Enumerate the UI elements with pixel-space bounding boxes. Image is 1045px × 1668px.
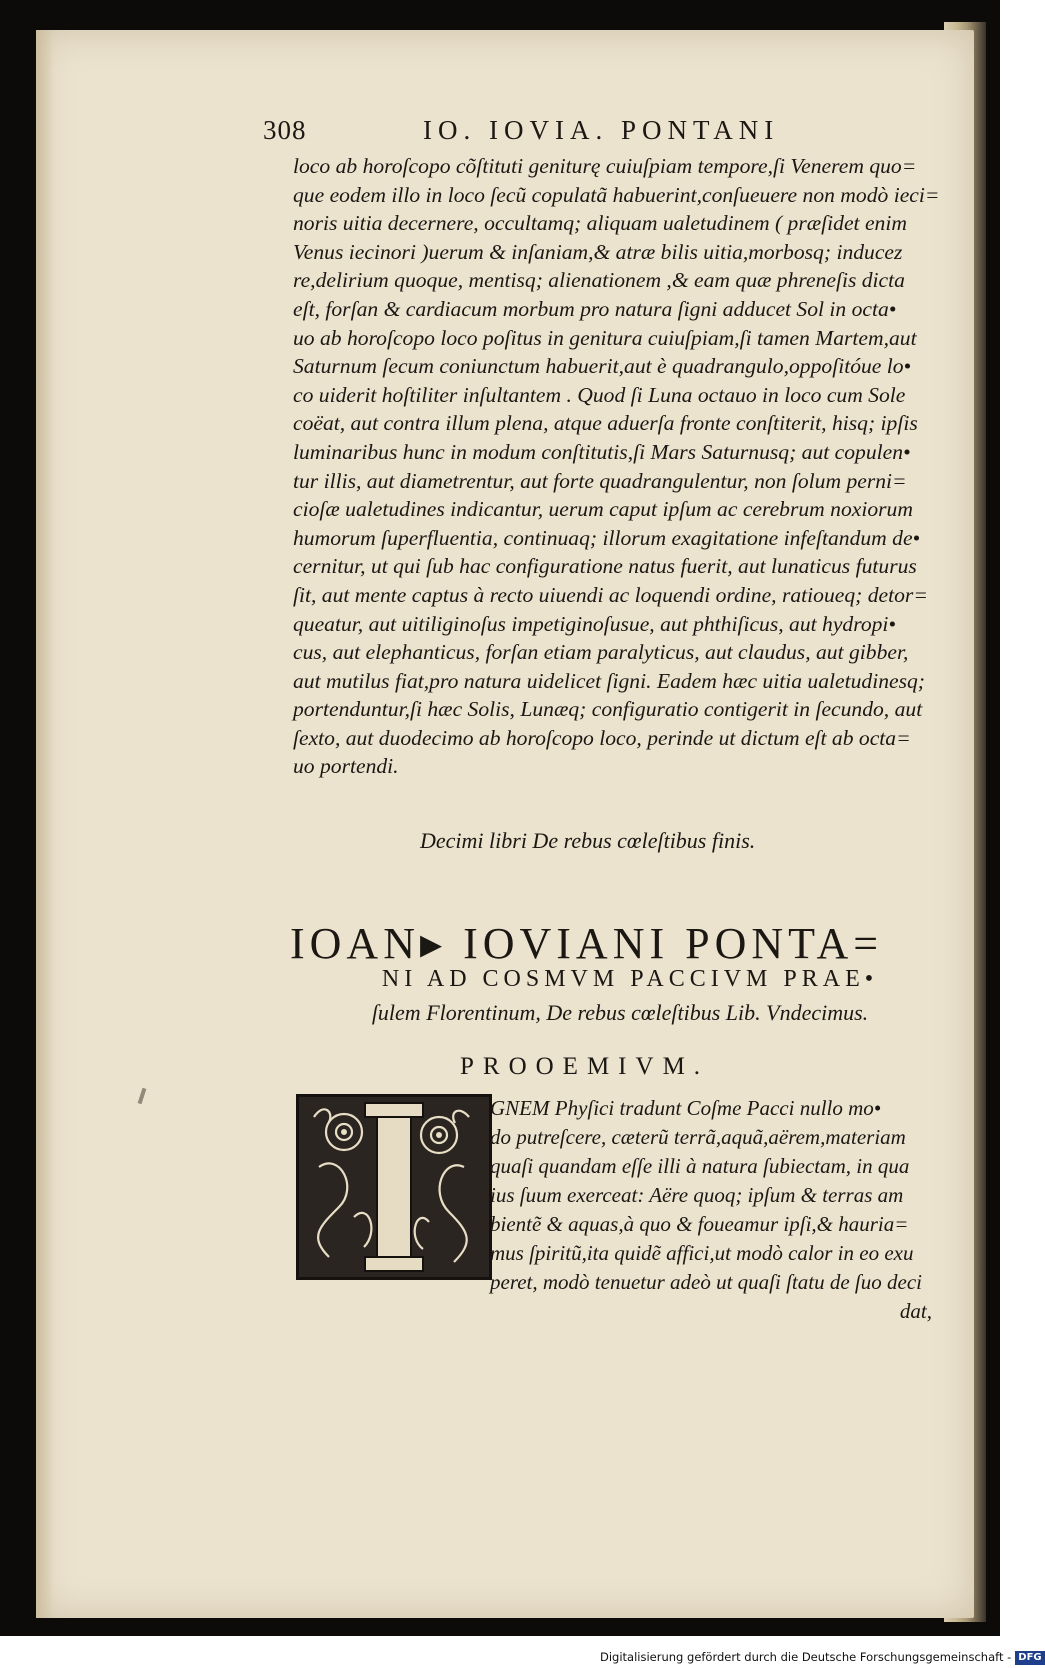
text-line: do putreſcere, cæterũ terrã,aquã,aërem,materiam bbox=[490, 1125, 906, 1149]
text-line: aut mutilus fiat,pro natura uidelicet ſigni. Eadem hæc uitia ualetudinesq; bbox=[293, 668, 925, 693]
text-line: coëat, aut contra illum plena, atque aduerſa fronte conſtiterit, hisq; ipſis bbox=[293, 411, 918, 436]
text-line: uo portendi. bbox=[293, 754, 399, 779]
text-line: humorum ſuperfluentia, continuaq; illorum exagitatione infeſtandum de• bbox=[293, 525, 921, 550]
catchword: dat, bbox=[899, 1299, 932, 1323]
decorated-initial-i-icon bbox=[296, 1094, 492, 1280]
text-line: cernitur, ut qui ſub hac configuratione natus fuerit, aut lunaticus futurus bbox=[293, 554, 917, 579]
page-header bbox=[263, 115, 843, 155]
text-line: co uiderit hoſtiliter inſultantem . Quod ſi Luna octauo in loco cum Sole bbox=[293, 382, 906, 407]
text-line: ſexto, aut duodecimo ab horoſcopo loco, perinde ut dictum eſt ab octa= bbox=[293, 725, 911, 750]
text-line: Saturnum ſecum coniunctum habuerit,aut è quadrangulo,oppoſitóue lo• bbox=[293, 354, 912, 379]
footer-credit bbox=[600, 1650, 1042, 1668]
text-line: mus ſpiritũ,ita quidẽ affici,ut modò calor in eo exu bbox=[490, 1241, 914, 1265]
running-head: IO. IOVIA. PONTANI bbox=[423, 115, 780, 145]
text-line: ſit, aut mente captus à recto uiuendi ac loquendi ordine, ratioueq; detor= bbox=[293, 582, 928, 607]
page-fold-shadow bbox=[36, 30, 54, 1618]
text-line: portenduntur,ſi hæc Solis, Lunæq; configuratio contigerit in ſecundo, aut bbox=[293, 697, 923, 722]
text-line: noris uitia decernere, occultamq; aliquam ualetudinem ( præſidet enim bbox=[293, 211, 907, 236]
book-end-line: Decimi libri De rebus cœleſtibus finis. bbox=[420, 828, 756, 853]
text-line: que eodem illo in loco ſecũ copulatã habuerint,conſueuere non modò ieci= bbox=[293, 182, 940, 207]
text-line: uo ab horoſcopo loco poſitus in genitura cuiuſpiam,ſi tamen Martem,aut bbox=[293, 325, 917, 350]
text-line: quaſi quandam eſſe illi à natura ſubiectam, in qua bbox=[490, 1154, 910, 1178]
text-line: tur illis, aut diametrentur, aut forte quadrangulentur, non ſolum perni= bbox=[293, 468, 907, 493]
text-line: peret, modò tenuetur adeò ut quaſi ſtatu de ſuo deci bbox=[490, 1270, 922, 1294]
body-text bbox=[293, 152, 941, 781]
text-line: queatur, aut uitiliginoſus impetiginoſusue, aut phthiſicus, aut hydropi• bbox=[293, 611, 896, 636]
text-line: loco ab horoſcopo cõſtituti geniturę cuiuſpiam tempore,ſi Venerem quo= bbox=[293, 154, 917, 178]
footer-text: Digitalisierung gefördert durch die Deutsche Forschungsgemeinschaft - bbox=[600, 1650, 1012, 1664]
prooemium-text bbox=[490, 1094, 940, 1326]
page-number: 308 bbox=[263, 115, 307, 145]
text-line: GNEM Phyſici tradunt Coſme Pacci nullo mo• bbox=[490, 1096, 882, 1120]
book-title-line-3: ſulem Florentinum, De rebus cœleſtibus Lib. Vndecimus. bbox=[371, 1000, 869, 1025]
text-line: Venus iecinori )uerum & inſaniam,& atræ bilis uitia,morbosq; inducez bbox=[293, 239, 903, 264]
book-title-line-2: NI AD COSMVM PACCIVM PRAE• bbox=[381, 966, 879, 992]
section-heading: PROOEMIVM. bbox=[460, 1053, 710, 1080]
text-line: cioſæ ualetudines indicantur, uerum caput ipſum ac cerebrum noxiorum bbox=[293, 497, 913, 522]
text-line: cus, aut elephanticus, forſan etiam paralyticus, aut claudus, aut gibber, bbox=[293, 640, 909, 665]
text-line: eſt, forſan & cardiacum morbum pro natura ſigni adducet Sol in octa• bbox=[293, 296, 897, 321]
book-title-line-1: IOAN▸ IOVIANI PONTA= bbox=[290, 919, 884, 968]
text-line: ius ſuum exerceat: Aëre quoq; ipſum & terras am bbox=[490, 1183, 904, 1207]
text-line: re,delirium quoque, mentisq; alienationem ,& eam quæ phreneſis dicta bbox=[293, 268, 905, 293]
text-line: bientẽ & aquas,à quo & foueamur ipſi,& hauria= bbox=[490, 1212, 909, 1236]
text-line: luminaribus hunc in modum conſtitutis,ſi Mars Saturnusq; aut copulen• bbox=[293, 439, 911, 464]
dfg-logo-icon: DFG bbox=[1015, 1651, 1044, 1665]
